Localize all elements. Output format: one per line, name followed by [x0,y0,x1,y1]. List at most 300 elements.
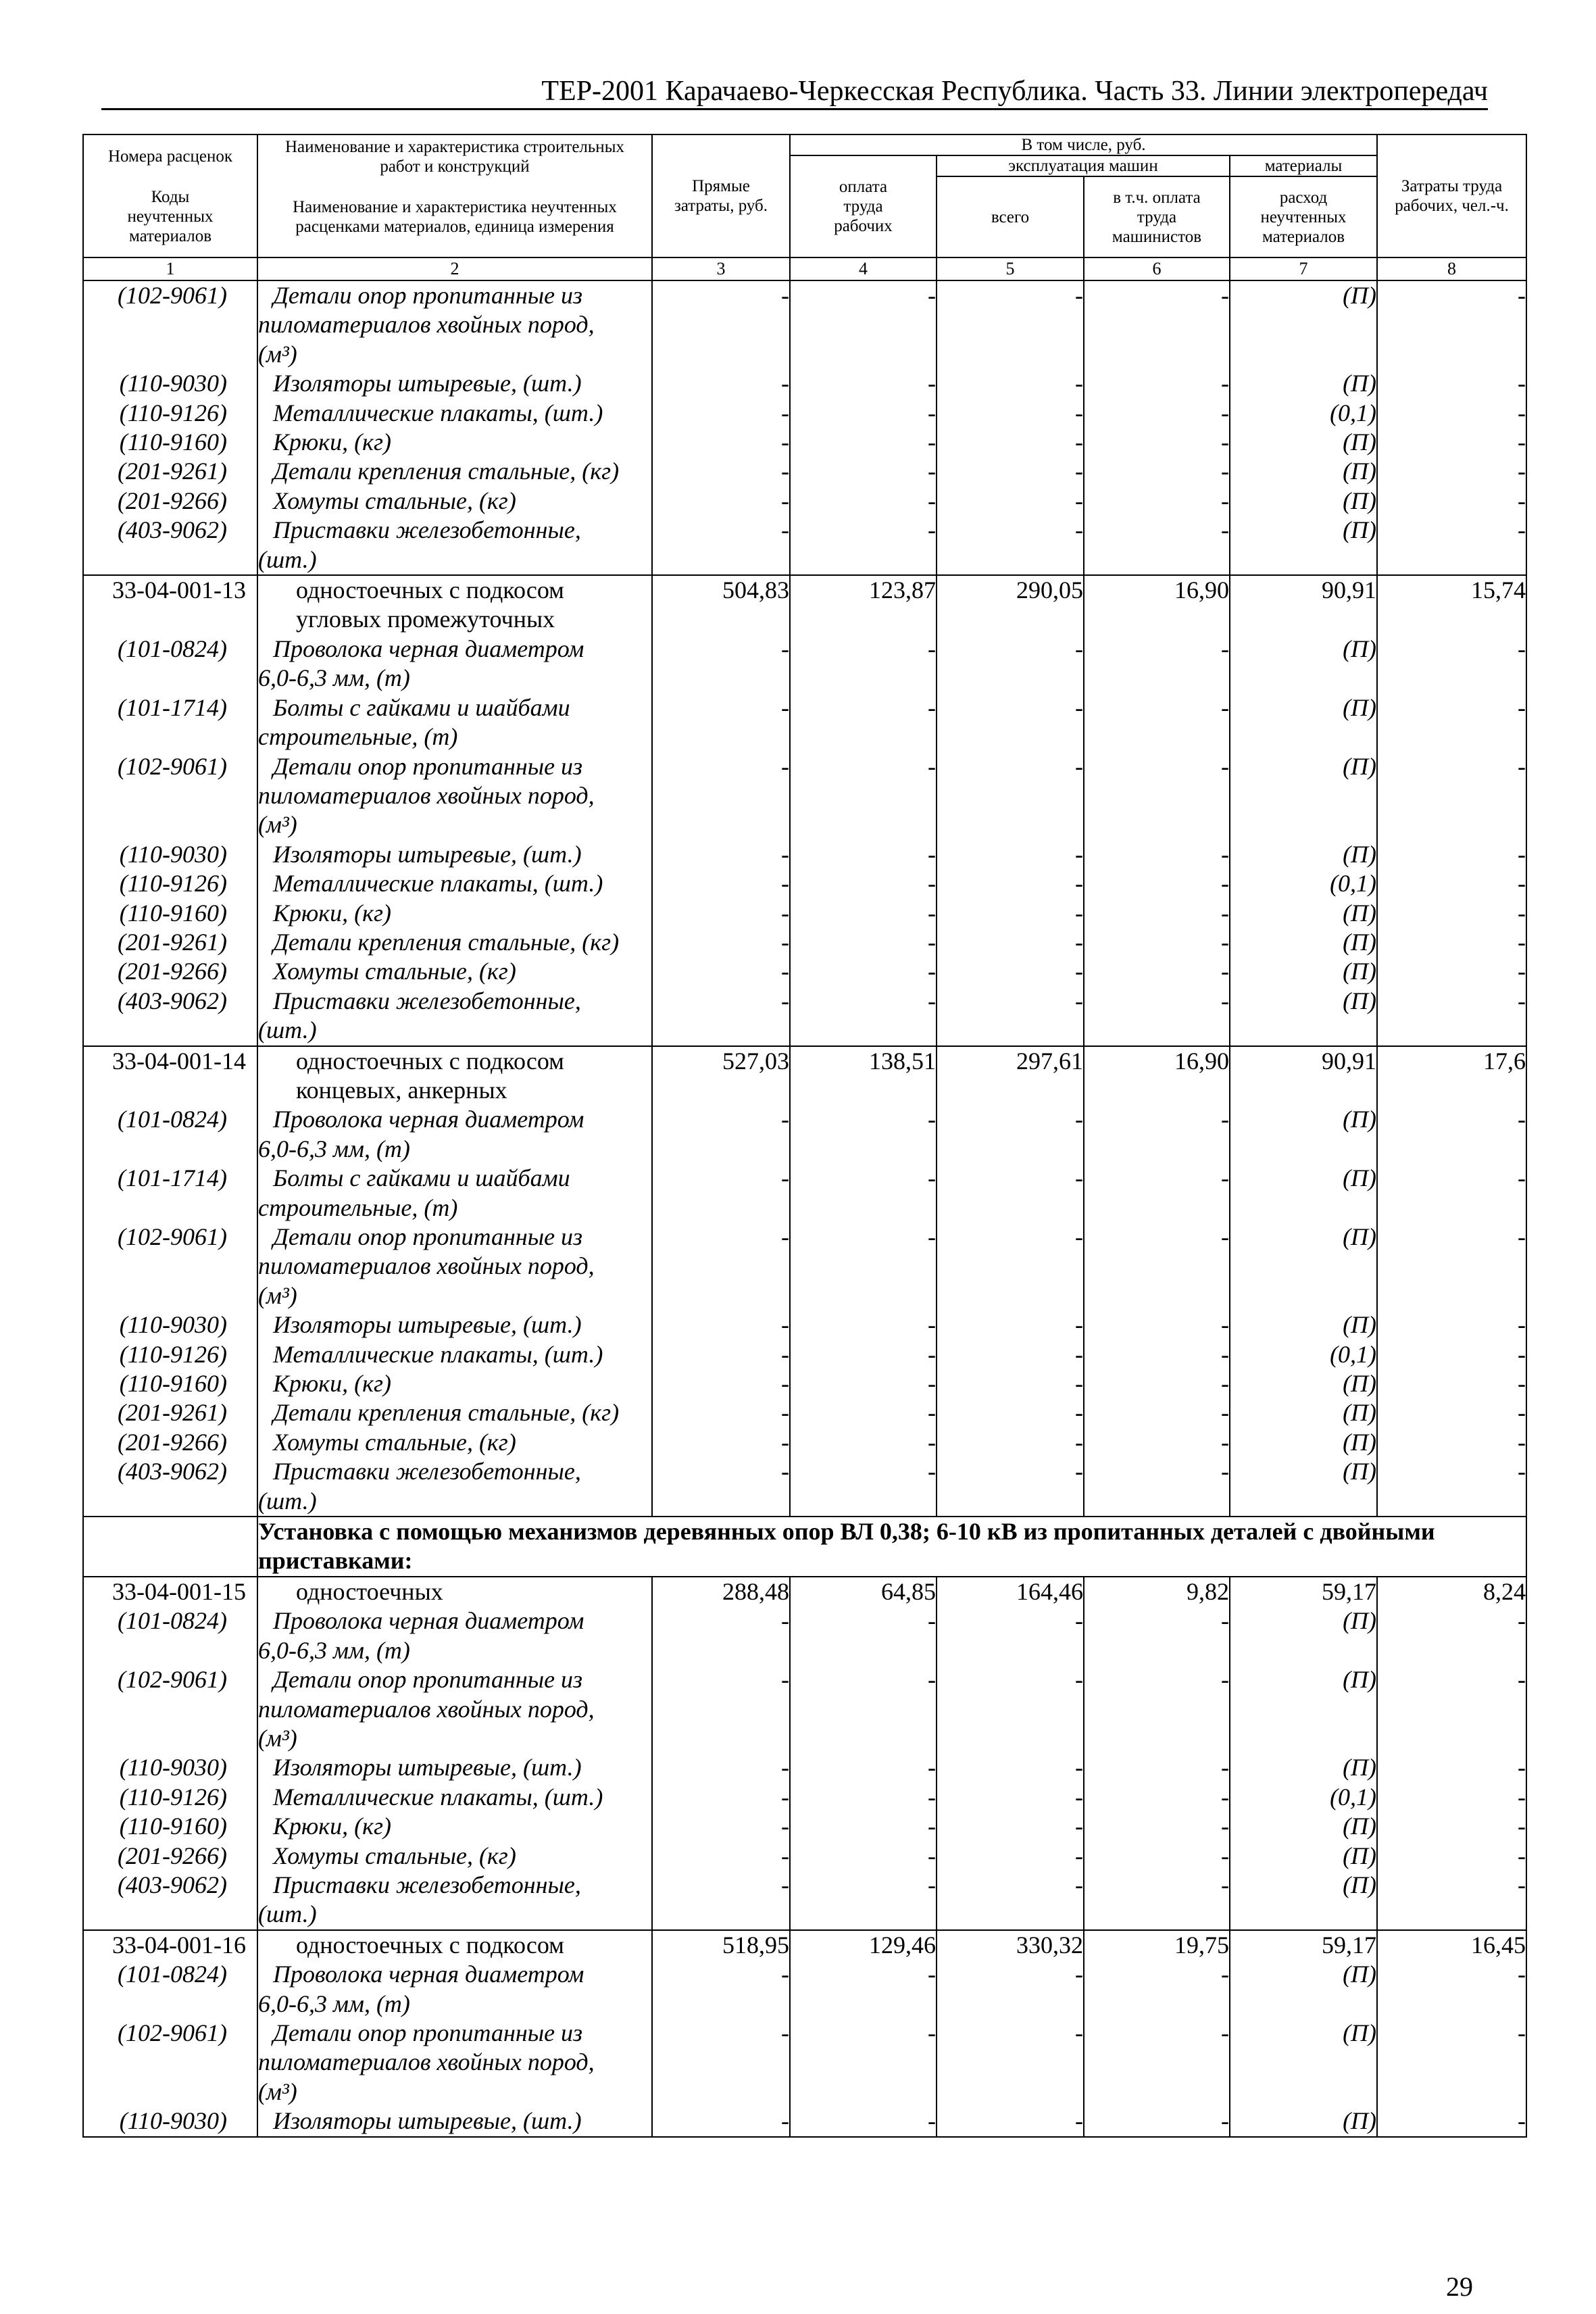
material-consumption: (0,1) [1230,399,1377,428]
material-name [257,1340,652,1369]
material-code: (110-9030) [83,2107,257,2136]
dash-value: - [937,280,1084,369]
material-name-line: Приставки железобетонные, [273,1871,581,1898]
material-consumption: (П) [1230,1842,1377,1871]
material-name-line: Детали крепления стальные, (кг) [273,1399,620,1427]
rate-name [257,1930,652,1960]
dash-value: - [652,1753,790,1782]
dash-value: - [790,1398,937,1427]
col-materials: материалы [1230,155,1377,176]
header-rule [101,108,1488,110]
material-name [257,487,652,516]
material-row [83,1960,1526,2019]
material-code: (110-9030) [83,369,257,398]
rate-code: 33-04-001-15 [83,1577,257,1606]
dash-value: - [1084,457,1230,486]
material-code: (201-9261) [83,928,257,957]
material-name-line: Металлические плакаты, (шт.) [273,1783,603,1811]
material-code: (201-9266) [83,487,257,516]
dash-value: - [1377,869,1526,898]
material-consumption: (П) [1230,840,1377,869]
dash-value: - [652,928,790,957]
rate-value: 59,17 [1230,1577,1377,1606]
material-name [257,1960,652,2019]
material-name-line: Изоляторы штыревые, (шт.) [273,1311,582,1339]
rate-value: 504,83 [652,575,790,635]
dash-value: - [790,899,937,928]
dash-value: - [937,1783,1084,1812]
material-row [83,516,1526,575]
rate-value: 90,91 [1230,1046,1377,1106]
dash-value: - [1377,928,1526,957]
rate-name-line: одностоечных с подкосом [296,1047,564,1075]
dash-value: - [937,1398,1084,1427]
dash-value: - [1084,1871,1230,1930]
col-work-name: Наименование и характеристика строительных работ и конструкций [257,134,652,176]
col-number: 1 [83,257,257,280]
dash-value: - [1084,752,1230,840]
dash-value: - [937,899,1084,928]
dash-value: - [652,1871,790,1930]
dash-value: - [652,1310,790,1339]
dash-value: - [652,457,790,486]
material-name-line: (шт.) [258,1487,317,1515]
rate-value: 164,46 [937,1577,1084,1606]
material-name-line: (м³) [258,340,297,368]
material-name-line: Изоляторы штыревые, (шт.) [273,2107,582,2135]
material-consumption: (П) [1230,1105,1377,1164]
dash-value: - [790,957,937,986]
material-row [83,928,1526,957]
material-name [257,369,652,398]
material-code: (101-0824) [83,1960,257,2019]
material-name-line: Детали опор пропитанные из [273,1666,583,1694]
material-row [83,957,1526,986]
material-name-line: Изоляторы штыревые, (шт.) [273,840,582,868]
dash-value: - [937,957,1084,986]
rate-value: 8,24 [1377,1577,1526,1606]
material-row [83,280,1526,369]
material-code: (403-9062) [83,987,257,1046]
rate-code: 33-04-001-14 [83,1046,257,1106]
material-name-line: (м³) [258,811,297,839]
dash-value: - [937,1960,1084,2019]
dash-value: - [1084,369,1230,398]
dash-value: - [1084,899,1230,928]
dash-value: - [1084,840,1230,869]
dash-value: - [1084,928,1230,957]
rate-value: 288,48 [652,1577,790,1606]
dash-value: - [937,987,1084,1046]
dash-value: - [1377,1871,1526,1930]
material-name-line: Крюки, (кг) [273,1370,391,1398]
material-name-line: Проволока черная диаметром [273,1106,584,1133]
dash-value: - [937,693,1084,752]
material-consumption: (П) [1230,1369,1377,1398]
material-name [257,1606,652,1665]
rate-name [257,575,652,635]
dash-value: - [1377,399,1526,428]
dash-value: - [652,1457,790,1517]
dash-value: - [652,369,790,398]
material-name [257,840,652,869]
dash-value: - [652,1223,790,1310]
material-name-line: Крюки, (кг) [273,1813,391,1840]
dash-value: - [1377,1105,1526,1164]
dash-value: - [1084,987,1230,1046]
dash-value: - [790,1606,937,1665]
material-name [257,1105,652,1164]
dash-value: - [1377,635,1526,693]
material-code: (110-9160) [83,1369,257,1398]
dash-value: - [1377,899,1526,928]
dash-value: - [652,693,790,752]
dash-value: - [1377,1223,1526,1310]
rate-name [257,1046,652,1106]
material-code: (110-9030) [83,1310,257,1339]
dash-value: - [1084,487,1230,516]
material-row [83,428,1526,457]
dash-value: - [1377,1960,1526,2019]
material-row [83,487,1526,516]
rate-row [83,1930,1526,1960]
material-row [83,987,1526,1046]
rate-value: 129,46 [790,1930,937,1960]
section-row [83,1517,1526,1577]
dash-value: - [1084,1310,1230,1339]
col-number: 4 [790,257,937,280]
dash-value: - [790,752,937,840]
material-name [257,1812,652,1841]
material-name-line: Проволока черная диаметром [273,1607,584,1635]
material-row [83,1428,1526,1457]
col-number: 8 [1377,257,1526,280]
material-name [257,516,652,575]
rate-value: 138,51 [790,1046,937,1106]
material-name-line: Детали опор пропитанные из [273,2019,583,2046]
dash-value: - [1377,428,1526,457]
material-code: (110-9126) [83,1783,257,1812]
material-row [83,1606,1526,1665]
dash-value: - [790,1871,937,1930]
material-consumption: (П) [1230,369,1377,398]
material-row [83,1812,1526,1841]
dash-value: - [937,1369,1084,1398]
material-name [257,1428,652,1457]
dash-value: - [1084,1223,1230,1310]
material-name-line: Детали опор пропитанные из [273,1223,583,1250]
material-name-line: Детали опор пропитанные из [273,752,583,780]
material-row [83,2107,1526,2136]
material-code: (102-9061) [83,2019,257,2107]
dash-value: - [937,399,1084,428]
dash-value: - [937,369,1084,398]
dash-value: - [790,1960,937,2019]
dash-value: - [1084,399,1230,428]
material-name [257,1369,652,1398]
dash-value: - [1377,487,1526,516]
dash-value: - [1377,1606,1526,1665]
material-consumption: (П) [1230,2019,1377,2107]
dash-value: - [790,1223,937,1310]
dash-value: - [1377,840,1526,869]
material-code: (201-9266) [83,1842,257,1871]
material-row [83,1223,1526,1310]
dash-value: - [1084,1369,1230,1398]
material-consumption: (П) [1230,1960,1377,2019]
dash-value: - [937,428,1084,457]
dash-value: - [1377,987,1526,1046]
material-code: (110-9160) [83,899,257,928]
material-name [257,2107,652,2136]
material-name-line: Приставки железобетонные, [273,516,581,544]
rate-value: 16,90 [1084,1046,1230,1106]
dash-value: - [790,516,937,575]
dash-value: - [790,1164,937,1223]
material-code: (201-9266) [83,957,257,986]
section-title: Установка с помощью механизмов деревянных опор ВЛ 0,38; 6-10 кВ из пропитанных деталей с двойными приставками: [257,1517,1526,1577]
material-code: (110-9030) [83,1753,257,1782]
rate-name-line: концевых, анкерных [296,1076,507,1104]
material-row [83,457,1526,486]
dash-value: - [1084,1842,1230,1871]
dash-value: - [1084,693,1230,752]
material-code: (102-9061) [83,280,257,369]
material-name-line: Металлические плакаты, (шт.) [273,870,603,897]
material-name [257,1398,652,1427]
material-row [83,1457,1526,1517]
rate-name-line: угловых промежуточных [296,606,555,633]
material-row [83,1310,1526,1339]
material-consumption: (П) [1230,899,1377,928]
material-consumption: (П) [1230,987,1377,1046]
dash-value: - [1084,1665,1230,1753]
dash-value: - [937,457,1084,486]
dash-value: - [937,840,1084,869]
dash-value: - [652,1783,790,1812]
material-code: (102-9061) [83,1665,257,1753]
material-row [83,1369,1526,1398]
col-labor-costs: Затраты труда рабочих, чел.-ч. [1377,134,1526,257]
dash-value: - [652,1164,790,1223]
dash-value: - [937,1842,1084,1871]
material-name-line: Приставки железобетонные, [273,987,581,1014]
dash-value: - [790,2019,937,2107]
material-row [83,869,1526,898]
material-name-line: Хомуты стальные, (кг) [273,1842,516,1869]
dash-value: - [1377,457,1526,486]
material-consumption: (П) [1230,1753,1377,1782]
dash-value: - [790,1665,937,1753]
material-name-line: Металлические плакаты, (шт.) [273,1340,603,1368]
material-consumption: (0,1) [1230,1783,1377,1812]
dash-value: - [937,1340,1084,1369]
material-name [257,957,652,986]
material-code: (101-1714) [83,1164,257,1223]
dash-value: - [1377,1310,1526,1339]
col-number: 3 [652,257,790,280]
dash-value: - [652,1398,790,1427]
dash-value: - [790,693,937,752]
material-consumption: (П) [1230,516,1377,575]
rates-table [82,134,1527,2138]
material-consumption: (П) [1230,1871,1377,1930]
material-name-line: пиломатериалов хвойных пород, [258,2048,595,2076]
material-code: (101-1714) [83,693,257,752]
material-name-line: 6,0-6,3 мм, (т) [258,1636,410,1664]
material-code: (102-9061) [83,752,257,840]
dash-value: - [652,280,790,369]
rate-value: 330,32 [937,1930,1084,1960]
dash-value: - [790,1812,937,1841]
dash-value: - [1377,1753,1526,1782]
dash-value: - [1084,1428,1230,1457]
dash-value: - [1084,635,1230,693]
dash-value: - [652,428,790,457]
dash-value: - [790,457,937,486]
material-consumption: (П) [1230,957,1377,986]
material-consumption: (0,1) [1230,869,1377,898]
material-name-line: Хомуты стальные, (кг) [273,958,516,985]
material-consumption: (П) [1230,1398,1377,1427]
dash-value: - [790,369,937,398]
material-name [257,869,652,898]
dash-value: - [790,428,937,457]
col-number: 6 [1084,257,1230,280]
col-unaccounted-materials: расход неучтенных материалов [1230,176,1377,257]
dash-value: - [937,1428,1084,1457]
dash-value: - [1377,1428,1526,1457]
dash-value: - [1084,1105,1230,1164]
dash-value: - [790,399,937,428]
material-name-line: строительные, (т) [258,723,458,751]
material-code: (110-9126) [83,869,257,898]
dash-value: - [1377,752,1526,840]
dash-value: - [1377,693,1526,752]
dash-value: - [1084,1457,1230,1517]
material-name-line: Детали крепления стальные, (кг) [273,928,620,956]
dash-value: - [937,869,1084,898]
page-number: 29 [1446,2271,1473,2302]
material-consumption: (П) [1230,1665,1377,1753]
material-name-line: 6,0-6,3 мм, (т) [258,1990,410,2017]
dash-value: - [1377,1369,1526,1398]
material-code: (403-9062) [83,516,257,575]
dash-value: - [790,987,937,1046]
material-row [83,399,1526,428]
material-code: (110-9160) [83,428,257,457]
dash-value: - [937,635,1084,693]
dash-value: - [1084,1812,1230,1841]
rate-value: 59,17 [1230,1930,1377,1960]
material-name-line: Детали крепления стальные, (кг) [273,458,620,485]
material-row [83,1398,1526,1427]
dash-value: - [937,1457,1084,1517]
material-name [257,899,652,928]
dash-value: - [1377,1340,1526,1369]
dash-value: - [790,1369,937,1398]
page-header: ТЕР-2001 Карачаево-Черкесская Республика. Часть 33. Линии электропередач [541,76,1488,107]
material-code: (110-9126) [83,1340,257,1369]
dash-value: - [1084,1783,1230,1812]
material-row [83,635,1526,693]
material-code: (403-9062) [83,1457,257,1517]
dash-value: - [652,1340,790,1369]
material-name-line: Проволока черная диаметром [273,1961,584,1988]
dash-value: - [1084,1340,1230,1369]
dash-value: - [652,1428,790,1457]
rate-name-line: одностоечных [296,1577,443,1605]
dash-value: - [790,635,937,693]
rate-value: 123,87 [790,575,937,635]
material-name-line: Приставки железобетонные, [273,1458,581,1485]
rate-name-line: одностоечных с подкосом [296,576,564,604]
dash-value: - [937,1105,1084,1164]
dash-value: - [1084,1398,1230,1427]
material-name [257,280,652,369]
material-name-line: (м³) [258,1724,297,1752]
dash-value: - [937,1164,1084,1223]
material-code: (101-0824) [83,1606,257,1665]
dash-value: - [1084,1960,1230,2019]
dash-value: - [652,1812,790,1841]
material-row [83,369,1526,398]
material-name [257,1871,652,1930]
material-name [257,635,652,693]
dash-value: - [937,1223,1084,1310]
material-name-line: пиломатериалов хвойных пород, [258,781,595,809]
material-consumption: (П) [1230,280,1377,369]
dash-value: - [652,840,790,869]
dash-value: - [790,1310,937,1339]
dash-value: - [1377,369,1526,398]
material-consumption: (П) [1230,1164,1377,1223]
col-number: 7 [1230,257,1377,280]
material-row [83,2019,1526,2107]
material-consumption: (П) [1230,428,1377,457]
material-name-line: (м³) [258,1281,297,1309]
rate-value: 527,03 [652,1046,790,1106]
dash-value: - [652,1606,790,1665]
dash-value: - [1377,280,1526,369]
material-code: (110-9126) [83,399,257,428]
dash-value: - [652,1960,790,2019]
material-name-line: (шт.) [258,545,317,573]
material-name [257,928,652,957]
dash-value: - [937,1310,1084,1339]
dash-value: - [937,516,1084,575]
material-name-line: 6,0-6,3 мм, (т) [258,1135,410,1162]
dash-value: - [1377,1457,1526,1517]
dash-value: - [1377,1665,1526,1753]
material-consumption: (П) [1230,693,1377,752]
material-code: (110-9160) [83,1812,257,1841]
rate-value: 64,85 [790,1577,937,1606]
rate-value: 9,82 [1084,1577,1230,1606]
material-consumption: (П) [1230,635,1377,693]
dash-value: - [1377,1812,1526,1841]
material-name-line: пиломатериалов хвойных пород, [258,1252,595,1280]
material-row [83,1753,1526,1782]
material-name-line: Изоляторы штыревые, (шт.) [273,1754,582,1781]
dash-value: - [1377,2019,1526,2107]
material-consumption: (П) [1230,752,1377,840]
col-number: 5 [937,257,1084,280]
material-name [257,1665,652,1753]
dash-value: - [1084,1164,1230,1223]
rate-row [83,1577,1526,1606]
dash-value: - [790,840,937,869]
